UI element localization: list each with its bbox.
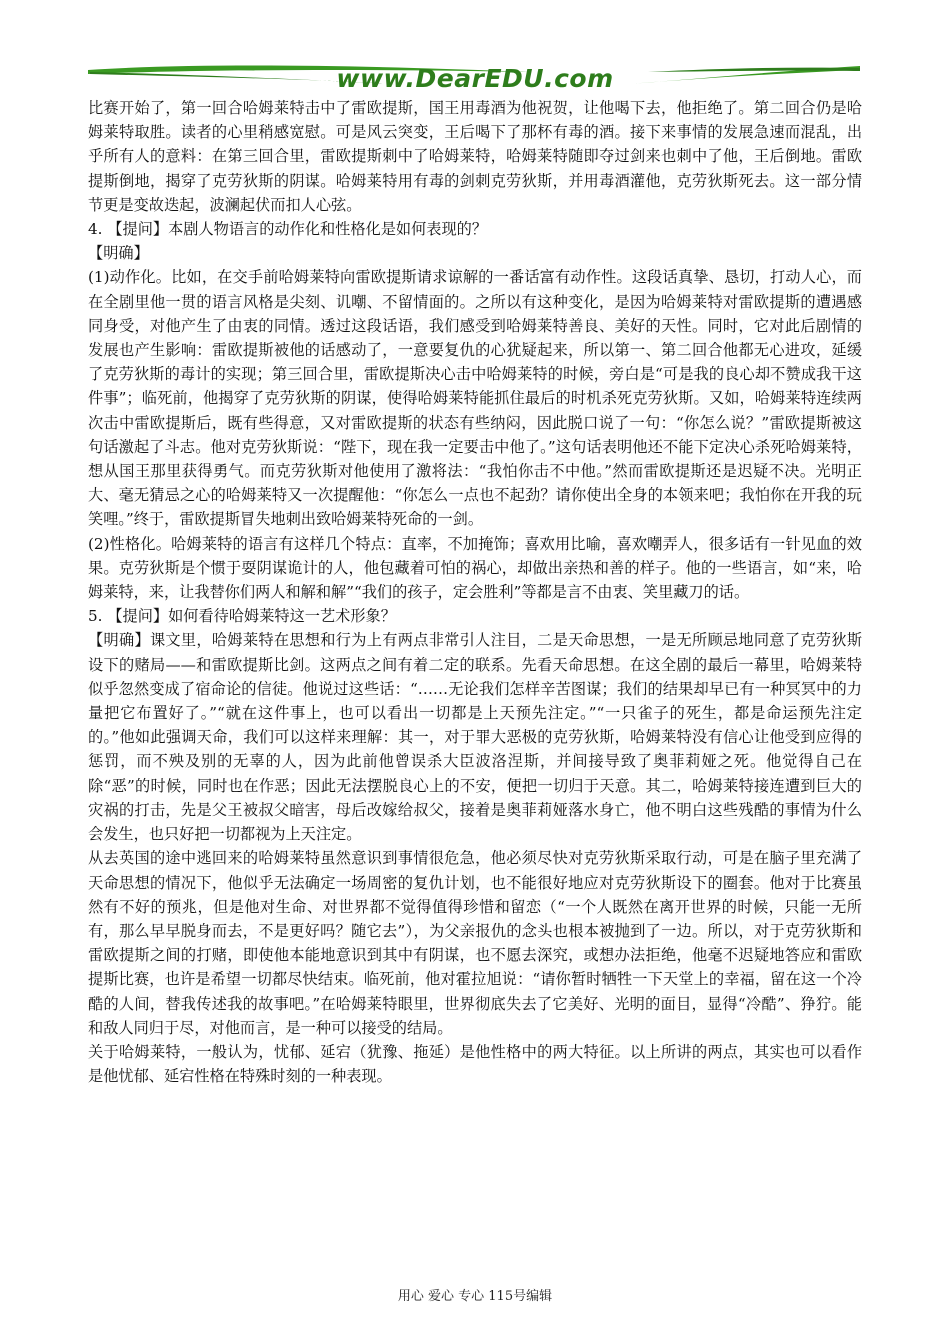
paragraph: (1)动作化。比如，在交手前哈姆莱特向雷欧提斯请求谅解的一番话富有动作性。这段话真挚、恳切，打动人心，而在全剧里他一贯的语言风格是尖刻、讥嘲、不留情面的。之所以有这种变化，是因为哈姆莱特对雷欧提斯的遭遇感同身受，对他产生了由衷的同情。透过这段话语，我们感受到哈姆莱特善良、美好的天性。同时，它对此后剧情的发展也产生影响：雷欧提斯被他的话感动了，一意要复仇的心犹疑起来，所以第一、第二回合他都无心进攻，延缓了克劳狄斯的毒计的实现；第三回合里，雷欧提斯决心击中哈姆莱特的时候，旁白是“可是我的良心却不赞成我干这件事”；临死前，他揭穿了克劳狄斯的阴谋，使得哈姆莱特能抓住最后的时机杀死克劳狄斯。又如，哈姆莱特连续两次击中雷欧提斯后，既有些得意，又对雷欧提斯的状态有些纳闷，因此脱口说了一句：“你怎么说？”雷欧提斯被这句话激起了斗志。他对克劳狄斯说：“陛下，现在我一定要击中他了。”这句话表明他还不能下定决心杀死哈姆莱特，想从国王那里获得勇气。而克劳狄斯对他使用了激将法：“我怕你击不中他。”然而雷欧提斯还是迟疑不决。光明正大、毫无猜忌之心的哈姆莱特又一次提醒他：“你怎么一点也不起劲？请你使出全身的本领来吧；我怕你在开我的玩笑哩。”终于，雷欧提斯冒失地刺出致哈姆莱特死命的一剑。	[88, 268, 862, 529]
paragraph: 比赛开始了，第一回合哈姆莱特击中了雷欧提斯，国王用毒酒为他祝贺，让他喝下去，他拒绝了。第二回合仍是哈姆莱特取胜。读者的心里稍感宽慰。可是风云突变，王后喝下了那杯有毒的酒。接下来事情的发展急速而混乱，出乎所有人的意料：在第三回合里，雷欧提斯刺中了哈姆莱特，哈姆莱特随即夺过剑来也刺中了他，王后倒地。雷欧提斯倒地，揭穿了克劳狄斯的阴谋。哈姆莱特用有毒的剑刺克劳狄斯，并用毒酒灌他，克劳狄斯死去。这一部分情节更是变故迭起，波澜起伏而扣人心弦。	[88, 99, 862, 214]
page-footer: 用心 爱心 专心 115号编辑	[397, 1289, 553, 1304]
site-header	[88, 58, 862, 98]
site-logo-text: www.DearEDU.com	[336, 64, 614, 93]
paragraph: 从去英国的途中逃回来的哈姆莱特虽然意识到事情很危急，他必须尽快对克劳狄斯采取行动，可是在脑子里充满了天命思想的情况下，他似乎无法确定一场周密的复仇计划，也不能很好地应对克劳狄斯设下的圈套。他对于比赛虽然有不好的预兆，但是他对生命、对世界都不觉得值得珍惜和留恋（“一个人既然在离开世界的时候，只能一无所有，那么早早脱身而去，不是更好吗？随它去”），为父亲报仇的念头也根本被抛到了一边。所以，对于克劳狄斯和雷欧提斯之间的打赌，即使他本能地意识到其中有阴谋，也不愿去深究，或想办法拒绝，他毫不迟疑地答应和雷欧提斯比赛，也许是希望一切都尽快结束。临死前，他对霍拉旭说：“请你暂时牺牲一下天堂上的幸福，留在这一个冷酷的人间，替我传述我的故事吧。”在哈姆莱特眼里，世界彻底失去了它美好、光明的面目，显得“冷酷”、狰狞。能和敌人同归于尽，对他而言，是一种可以接受的结局。	[88, 849, 862, 1037]
paragraph: (2)性格化。哈姆莱特的语言有这样几个特点：直率，不加掩饰；喜欢用比喻，喜欢嘲弄人，很多话有一针见血的效果。克劳狄斯是个惯于耍阴谋诡计的人，他包藏着可怕的祸心，却做出亲热和善的样子。他的一些语言，如“来，哈姆莱特，来，让我替你们两人和解和解”“我们的孩子，定会胜利”等都是言不由衷、笑里藏刀的话。	[88, 534, 862, 602]
document-body	[88, 96, 862, 1088]
paragraph: 关于哈姆莱特，一般认为，忧郁、延宕（犹豫、拖延）是他性格中的两大特征。以上所讲的两点，其实也可以看作是他忧郁、延宕性格在特殊时刻的一种表现。	[88, 1042, 862, 1086]
paragraph: 【明确】课文里，哈姆莱特在思想和行为上有两点非常引人注目，二是天命思想，一是无所顾忌地同意了克劳狄斯设下的赌局——和雷欧提斯比剑。这两点之间有着二定的联系。先看天命思想。在这全剧的最后一幕里，哈姆莱特似乎忽然变成了宿命论的信徒。他说过这些话：“……无论我们怎样辛苦图谋；我们的结果却早已有一种冥冥中的力量把它布置好了。”“就在这件事上，也可以看出一切都是上天预先注定。”“一只雀子的死生，都是命运预先注定的。”他如此强调天命，我们可以这样来理解：其一，对于罪大恶极的克劳狄斯，哈姆莱特没有信心让他受到应得的惩罚，而不殃及别的无辜的人，因为此前他曾误杀大臣波洛涅斯，并间接导致了奥菲莉娅之死。他觉得自己在除“恶”的时候，同时也在作恶；因此无法摆脱良心上的不安，便把一切归于天意。其二，哈姆莱特接连遭到巨大的灾祸的打击，先是父王被叔父暗害，母后改嫁给叔父，接着是奥菲莉娅落水身亡，他不明白这些残酷的事情为什么会发生，也只好把一切都视为上天注定。	[88, 631, 862, 844]
question-heading: 5. 【提问】如何看待哈姆莱特这一艺术形象？	[88, 607, 396, 626]
question-heading: 4. 【提问】本剧人物语言的动作化和性格化是如何表现的？	[88, 220, 488, 239]
answer-label: 【明确】	[88, 244, 149, 263]
